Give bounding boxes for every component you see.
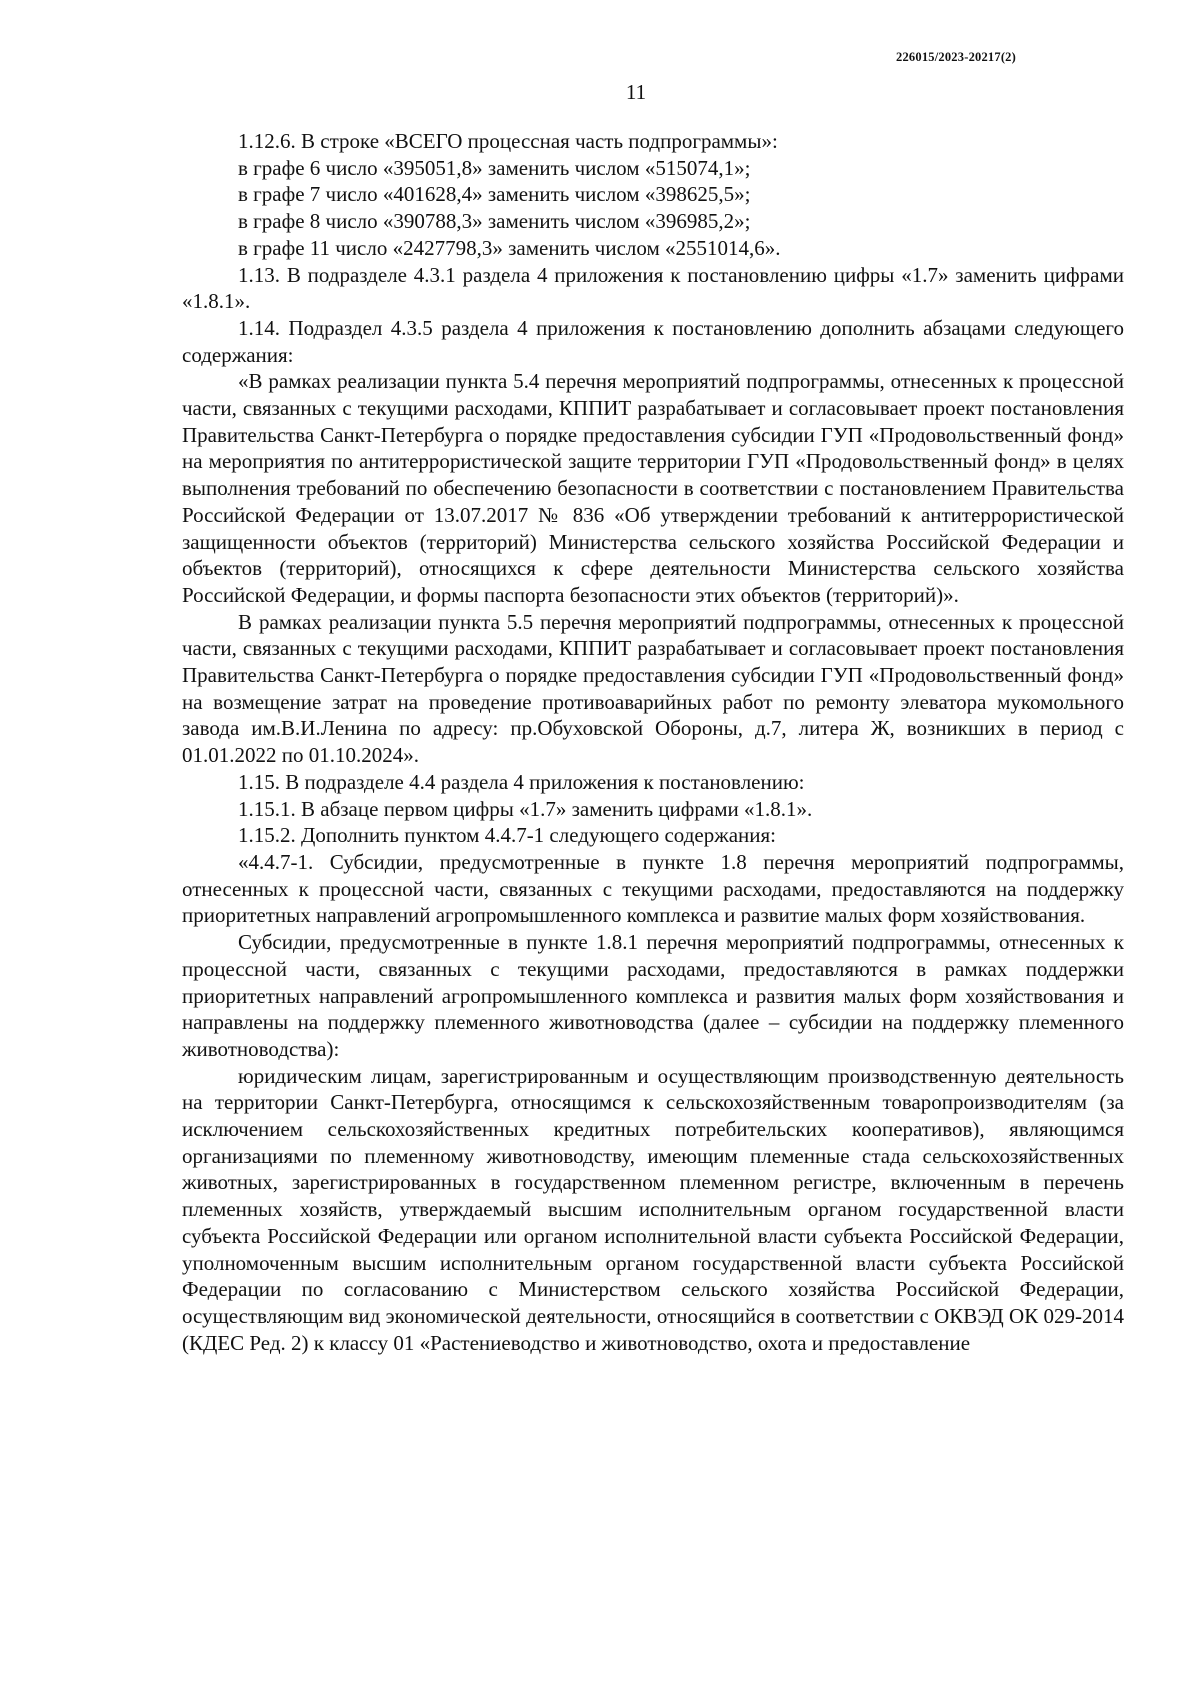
paragraph-1-15-2: 1.15.2. Дополнить пунктом 4.4.7-1 следующего содержания:	[238, 823, 777, 848]
paragraph-column-6: в графе 6 число «395051,8» заменить числом «515074,1»;	[238, 155, 751, 180]
document-registration-number: 226015/2023-20217(2)	[896, 50, 1016, 64]
paragraph-legal-entities: юридическим лицам, зарегистрированным и осуществляющим производственную деятельность на территории Санкт-Петербурга, относящимся к сельскохозяйственным товаропроизводителям (за исключением сельскохозяйственных кредитных потребительских кооперативов), являющимся организациями по племенному животноводству, имеющим племенные стада сельскохозяйственных животных, зарегистрированных в государственном племенном регистре, включенным в перечень племенных хозяйств, утверждаемый высшим исполнительным органом государственной власти субъекта Российской Федерации или органом исполнительной власти субъекта Российской Федерации, уполномоченным высшим исполнительным органом государственной власти субъекта Российской Федерации по согласованию с Министерством сельского хозяйства Российской Федерации, осуществляющим вид экономической деятельности, относящийся в соответствии с ОКВЭД ОК 029-2014 (КДЕС Ред. 2) к классу 01 «Растениеводство и животноводство, охота и предоставление	[182, 1063, 1124, 1355]
paragraph-column-8: в графе 8 число «390788,3» заменить числом «396985,2»;	[238, 209, 751, 234]
paragraph-column-7: в графе 7 число «401628,4» заменить числом «398625,5»;	[238, 182, 751, 207]
paragraph-column-11: в графе 11 число «2427798,3» заменить числом «2551014,6».	[238, 235, 781, 260]
page-number: 11	[625, 80, 647, 104]
paragraph-4-4-7-1: «4.4.7-1. Субсидии, предусмотренные в пункте 1.8 перечня мероприятий подпрограммы, отнесенных к процессной части, связанных с текущими расходами, предоставляются на поддержку приоритетных направлений агропромышленного комплекса и развитие малых форм хозяйствования.	[182, 849, 1124, 928]
paragraph-1-12-6: 1.12.6. В строке «ВСЕГО процессная часть подпрограммы»:	[238, 129, 778, 153]
paragraph-item-5-5: В рамках реализации пункта 5.5 перечня мероприятий подпрограммы, отнесенных к процессной части, связанных с текущими расходами, КППИТ разрабатывает и согласовывает проект постановления Правительства Санкт-Петербурга о порядке предоставления субсидии ГУП «Продовольственный фонд» на возмещение затрат на проведение противоаварийных работ по ремонту элеватора мукомольного завода им.В.И.Ленина по адресу: пр.Обуховской Обороны, д.7, литера Ж, возникших в период с 01.01.2022 по 01.10.2024».	[182, 609, 1124, 768]
paragraph-1-14: 1.14. Подраздел 4.3.5 раздела 4 приложения к постановлению дополнить абзацами следующего содержания:	[182, 315, 1124, 367]
paragraph-1-13: 1.13. В подразделе 4.3.1 раздела 4 приложения к постановлению цифры «1.7» заменить цифрами «1.8.1».	[182, 262, 1124, 314]
paragraph-1-15: 1.15. В подразделе 4.4 раздела 4 приложения к постановлению:	[238, 769, 805, 794]
paragraph-subsidies-1-8-1: Субсидии, предусмотренные в пункте 1.8.1 перечня мероприятий подпрограммы, отнесенных к процессной части, связанных с текущими расходами, предоставляются в рамках поддержки приоритетных направлений агропромышленного комплекса и развития малых форм хозяйствования и направлены на поддержку племенного животноводства (далее – субсидии на поддержку племенного животноводства):	[182, 930, 1124, 1061]
paragraph-1-15-1: 1.15.1. В абзаце первом цифры «1.7» заменить цифрами «1.8.1».	[238, 796, 813, 821]
paragraph-item-5-4: «В рамках реализации пункта 5.4 перечня мероприятий подпрограммы, отнесенных к процессной части, связанных с текущими расходами, КППИТ разрабатывает и согласовывает проект постановления Правительства Санкт-Петербурга о порядке предоставления субсидии ГУП «Продовольственный фонд» на мероприятия по антитеррористической защите территории ГУП «Продовольственный фонд» в целях выполнения требований по обеспечению безопасности в соответствии с постановлением Правительства Российской Федерации от 13.07.2017 № 836 «Об утверждении требований к антитеррористической защищенности объектов (территорий) Министерства сельского хозяйства Российской Федерации и объектов (территорий), относящихся к сфере деятельности Министерства сельского хозяйства Российской Федерации, и формы паспорта безопасности этих объектов (территорий)».	[182, 369, 1124, 607]
document-body	[182, 128, 1124, 1356]
